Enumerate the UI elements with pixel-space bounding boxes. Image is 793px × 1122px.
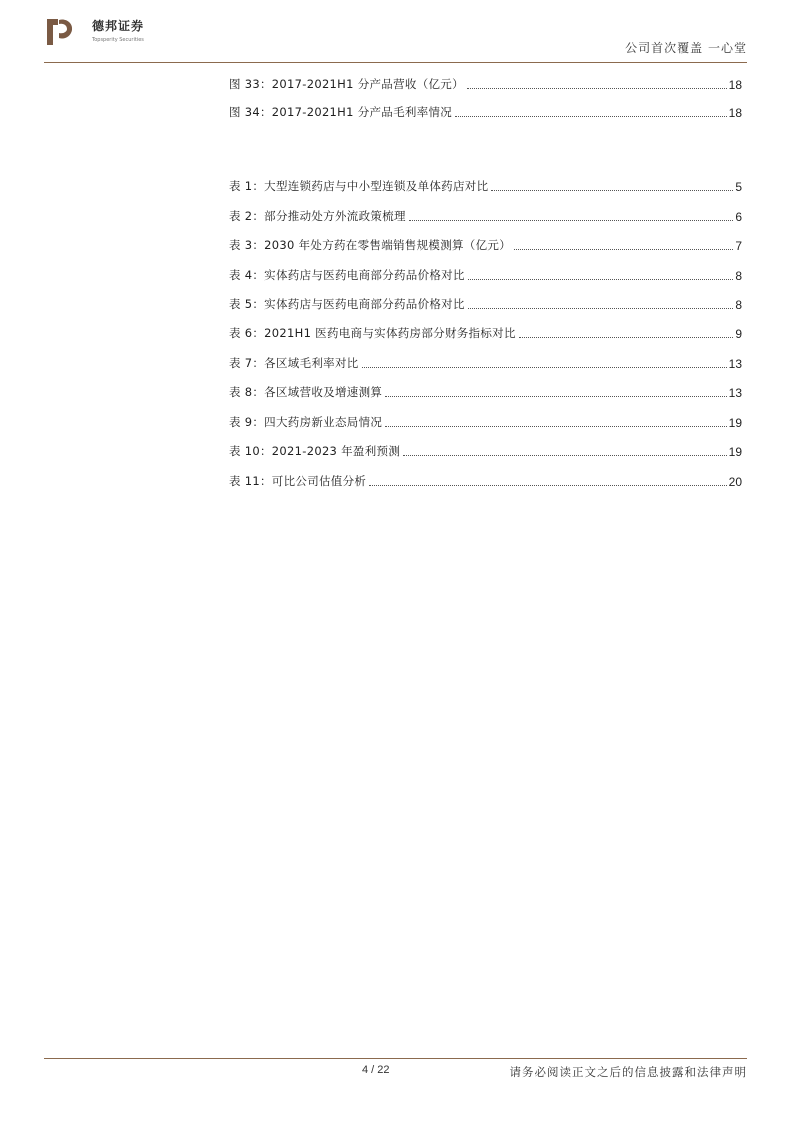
- toc-dot-leader: [467, 87, 727, 89]
- toc-entry-page: 18: [728, 78, 742, 92]
- page-number: 4 / 22: [362, 1064, 390, 1076]
- company-logo: [44, 16, 154, 50]
- footer-divider: [44, 1058, 747, 1059]
- toc-dot-leader: [369, 484, 726, 486]
- toc-entry-label: 表 2：部分推动处方外流政策梳理: [229, 209, 406, 223]
- toc-dot-leader: [468, 278, 734, 280]
- logo-english-name: Topsperity Securities: [92, 37, 144, 43]
- logo-chinese-name: 德邦证券: [92, 19, 145, 33]
- toc-entry-page: 19: [728, 416, 742, 430]
- toc-entry-table-5[interactable]: [229, 296, 742, 312]
- toc-entry-page: 7: [735, 239, 742, 253]
- toc-entry-page: 20: [728, 475, 742, 489]
- toc-dot-leader: [468, 307, 734, 309]
- toc-dot-leader: [491, 189, 733, 191]
- page-header: [0, 0, 793, 60]
- toc-entry-label: 表 1：大型连锁药店与中小型连锁及单体药店对比: [229, 179, 489, 193]
- toc-entry-page: 18: [728, 106, 742, 120]
- toc-entry-label: 表 8：各区域营收及增速测算: [229, 385, 383, 399]
- toc-dot-leader: [362, 366, 727, 368]
- toc-entry-label: 表 10：2021-2023 年盈利预测: [229, 444, 401, 458]
- report-title: 公司首次覆盖 一心堂: [625, 41, 747, 55]
- toc-entry-table-4[interactable]: [229, 267, 742, 283]
- toc-dot-leader: [409, 219, 734, 221]
- toc-dot-leader: [455, 115, 727, 117]
- toc-dot-leader: [385, 395, 726, 397]
- toc-entry-table-6[interactable]: [229, 325, 742, 341]
- toc-entry-label: 表 11：可比公司估值分析: [229, 474, 367, 488]
- toc-entry-page: 8: [735, 298, 742, 312]
- toc-dot-leader: [385, 425, 726, 427]
- toc-entry-table-1[interactable]: [229, 178, 742, 194]
- toc-entry-table-8[interactable]: [229, 384, 742, 400]
- toc-entry-label: 表 4：实体药店与医药电商部分药品价格对比: [229, 268, 465, 282]
- toc-entry-table-11[interactable]: [229, 473, 742, 489]
- toc-entry-page: 5: [735, 180, 742, 194]
- toc-entry-page: 13: [728, 386, 742, 400]
- toc-entry-page: 19: [728, 445, 742, 459]
- toc-entry-figure-33[interactable]: [229, 76, 742, 92]
- toc-entry-label: 表 7：各区域毛利率对比: [229, 356, 359, 370]
- toc-entry-page: 6: [735, 210, 742, 224]
- toc-entry-page: 8: [735, 269, 742, 283]
- toc-entry-page: 13: [728, 357, 742, 371]
- toc-dot-leader: [403, 454, 727, 456]
- toc-entry-table-3[interactable]: [229, 237, 742, 253]
- toc-entry-figure-34[interactable]: [229, 104, 742, 120]
- toc-entry-page: 9: [735, 327, 742, 341]
- toc-entry-label: 表 5：实体药店与医药电商部分药品价格对比: [229, 297, 465, 311]
- toc-entry-table-2[interactable]: [229, 208, 742, 224]
- toc-entry-label: 表 9：四大药房新业态局情况: [229, 415, 383, 429]
- toc-entry-table-9[interactable]: [229, 414, 742, 430]
- legal-disclaimer: 请务必阅读正文之后的信息披露和法律声明: [509, 1065, 747, 1079]
- logo-icon: [44, 16, 74, 48]
- toc-dot-leader: [519, 336, 734, 338]
- header-divider: [44, 62, 747, 63]
- toc-entry-label: 表 6：2021H1 医药电商与实体药房部分财务指标对比: [229, 326, 516, 340]
- toc-entry-label: 图 34：2017-2021H1 分产品毛利率情况: [229, 105, 453, 119]
- toc-entry-table-10[interactable]: [229, 443, 742, 459]
- toc-entry-label: 表 3：2030 年处方药在零售端销售规模测算（亿元）: [229, 238, 511, 252]
- toc-entry-label: 图 33：2017-2021H1 分产品营收（亿元）: [229, 77, 464, 91]
- toc-entry-table-7[interactable]: [229, 355, 742, 371]
- toc-dot-leader: [514, 248, 733, 250]
